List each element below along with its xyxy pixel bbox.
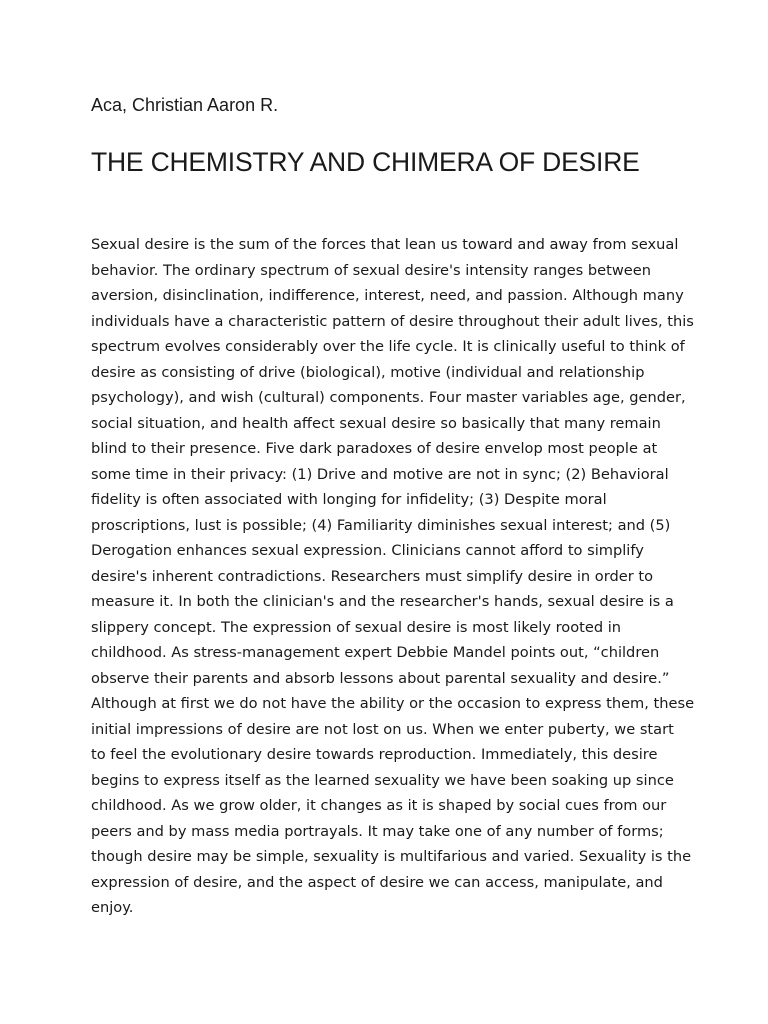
- body-line: Sexual desire is the sum of the forces that lean us toward and away from sexual: [91, 236, 679, 253]
- body-line: to feel the evolutionary desire towards reproduction. Immediately, this desire: [91, 746, 658, 763]
- body-line: blind to their presence. Five dark paradoxes of desire envelop most people at: [91, 440, 658, 457]
- body-line: expression of desire, and the aspect of desire we can access, manipulate, and: [91, 873, 663, 891]
- body-line: Although at first we do not have the ability or the occasion to express them, these: [91, 695, 695, 712]
- body-line: initial impressions of desire are not lost on us. When we enter puberty, we start: [91, 720, 674, 738]
- document-title: THE CHEMISTRY AND CHIMERA OF DESIRE: [91, 147, 640, 177]
- body-line: individuals have a characteristic pattern of desire throughout their adult lives, this: [91, 312, 694, 330]
- body-line: some time in their privacy: (1) Drive and motive are not in sync; (2) Behavioral: [91, 465, 669, 483]
- body-line: psychology), and wish (cultural) components. Four master variables age, gender,: [91, 389, 686, 406]
- body-line: social situation, and health affect sexual desire so basically that many remain: [91, 414, 661, 432]
- body-line: childhood. As stress-management expert Debbie Mandel points out, “children: [91, 644, 660, 661]
- body-line: fidelity is often associated with longing for infidelity; (3) Despite moral: [91, 491, 607, 508]
- body-line: enjoy.: [91, 899, 134, 916]
- author-name: Aca, Christian Aaron R.: [91, 95, 279, 115]
- body-line: desire as consisting of drive (biological), motive (individual and relationship: [91, 363, 645, 381]
- body-paragraph: [91, 232, 695, 921]
- body-line: spectrum evolves considerably over the life cycle. It is clinically useful to think of: [91, 338, 685, 355]
- body-line: peers and by mass media portrayals. It may take one of any number of forms;: [91, 822, 664, 840]
- body-line: proscriptions, lust is possible; (4) Familiarity diminishes sexual interest; and (5): [91, 516, 671, 534]
- body-line: childhood. As we grow older, it changes as it is shaped by social cues from our: [91, 797, 667, 814]
- body-line: Derogation enhances sexual expression. Clinicians cannot afford to simplify: [91, 542, 644, 559]
- body-line: observe their parents and absorb lessons about parental sexuality and desire.”: [91, 669, 670, 687]
- body-line: measure it. In both the clinician's and the researcher's hands, sexual desire is a: [91, 593, 674, 610]
- body-line: desire's inherent contradictions. Researchers must simplify desire in order to: [91, 567, 653, 585]
- body-line: begins to express itself as the learned sexuality we have been soaking up since: [91, 771, 674, 789]
- body-line: slippery concept. The expression of sexual desire is most likely rooted in: [91, 618, 622, 636]
- body-line: behavior. The ordinary spectrum of sexual desire's intensity ranges between: [91, 261, 651, 279]
- body-line: though desire may be simple, sexuality is multifarious and varied. Sexuality is the: [91, 848, 692, 865]
- body-line: aversion, disinclination, indifference, interest, need, and passion. Although many: [91, 287, 684, 304]
